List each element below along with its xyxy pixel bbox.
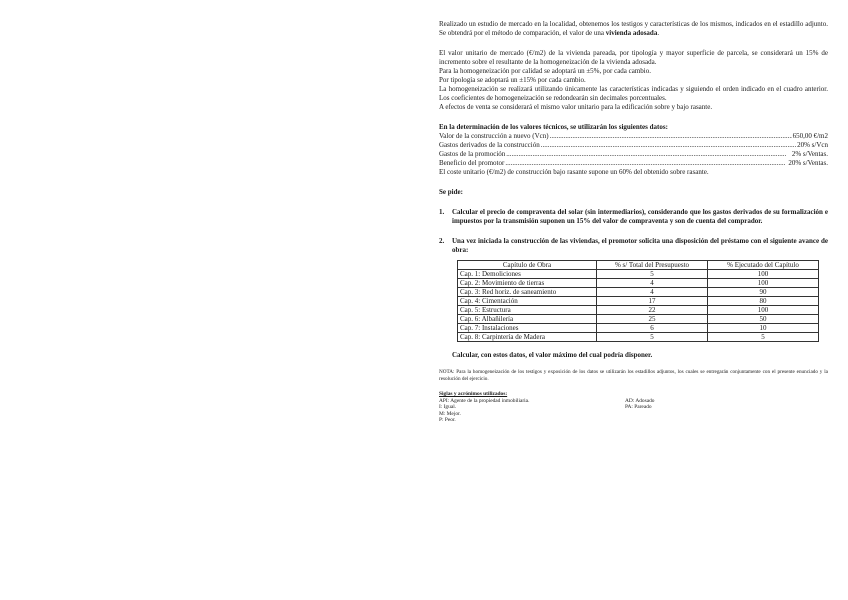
table-cell: Cap. 5: Estructura bbox=[458, 306, 597, 315]
technical-item-value: 20% s/Ventas. bbox=[788, 159, 828, 167]
intro-bold: vivienda adosada bbox=[605, 29, 658, 37]
table-cell: Cap. 2: Movimiento de tierras bbox=[458, 279, 597, 288]
table-cell: 100 bbox=[708, 306, 819, 315]
rule-paragraph: Para la homogeneización por calidad se adoptará un ±5%, por cada cambio. bbox=[439, 67, 652, 75]
table-row bbox=[458, 279, 819, 288]
nota: NOTA: Para la homogeneización de los testigos y exposición de los datos se utilizarán los estadillos adjuntos, los cuales se entregarán conjuntamente con el presente enunciado y la resolución del ejercicio. bbox=[439, 369, 828, 382]
table-cell: 4 bbox=[597, 279, 708, 288]
technical-item bbox=[439, 159, 828, 168]
technical-item-label: Gastos derivados de la construcción bbox=[439, 141, 540, 149]
table-cell: 100 bbox=[708, 279, 819, 288]
document-page bbox=[439, 20, 828, 424]
table-cell: 5 bbox=[597, 333, 708, 342]
technical-heading: En la determinación de los valores técnicos, se utilizarán los siguientes datos: bbox=[439, 123, 668, 131]
table-cell: Cap. 8: Carpintería de Madera bbox=[458, 333, 597, 342]
intro-text: Realizado un estudio de mercado en la localidad, obtenemos los testigos y características de los mismos, indicados en el estadillo adjunto. Se obtendrá por el método de comparación, el valor de una bbox=[439, 20, 828, 37]
table-cell: Cap. 7: Instalaciones bbox=[458, 324, 597, 333]
progress-table bbox=[457, 260, 819, 342]
acronym-item: M: Mejor. bbox=[439, 410, 461, 417]
rule-paragraph: El valor unitario de mercado (€/m2) de la vivienda pareada, por tipología y mayor superficie de parcela, se considerará un 15% de incremento sobre el resultante de la homogeneización de la vivienda adosada. bbox=[439, 49, 828, 66]
technical-item-label: Gastos de la promoción bbox=[439, 150, 506, 158]
technical-item bbox=[439, 132, 828, 141]
acronym-item: PA: Pareado bbox=[625, 404, 652, 410]
question-text: Una vez iniciada la construcción de las viviendas, el promotor solicita una disposición del préstamo con el siguiente avance de obra: bbox=[452, 237, 828, 254]
table-row bbox=[458, 324, 819, 333]
table-header: % s/ Total del Presupuesto bbox=[597, 261, 708, 270]
table-header: % Ejecutado del Capítulo bbox=[708, 261, 819, 270]
table-cell: Cap. 6: Albañilería bbox=[458, 315, 597, 324]
acronyms-heading: Siglas y acrónimos utilizados: bbox=[439, 391, 508, 397]
intro-paragraph bbox=[439, 20, 828, 38]
rule-paragraph: A efectos de venta se considerará el mismo valor unitario para la edificación sobre y bajo rasante. bbox=[439, 103, 713, 111]
question-1 bbox=[439, 208, 828, 226]
table-header: Capítulo de Obra bbox=[458, 261, 597, 270]
technical-item-value: 2% s/Ventas. bbox=[791, 150, 828, 158]
table-cell: 5 bbox=[708, 333, 819, 342]
rule-paragraph: La homogeneización se realizará utilizando únicamente las características indicadas y siguiendo el orden indicado en el cuadro anterior. Los coeficientes de homogeneización se redondearán sin decimales porcentuales. bbox=[439, 85, 828, 102]
se-pide-heading: Se pide: bbox=[439, 188, 463, 196]
table-cell: 17 bbox=[597, 297, 708, 306]
question-text: Calcular el precio de compraventa del solar (sin intermediarios), considerando que los gastos derivados de su formalización e impuestos por la transmisión suponen un 15% del valor de compraventa y son de cuenta del comprador. bbox=[452, 208, 828, 225]
acronym-item: P: Peor. bbox=[439, 417, 456, 423]
technical-item-label: Beneficio del promotor bbox=[439, 159, 505, 167]
table-row bbox=[458, 333, 819, 342]
table-cell: 25 bbox=[597, 315, 708, 324]
technical-item bbox=[439, 150, 828, 159]
table-cell: 80 bbox=[708, 297, 819, 306]
acronym-item: API: Agente de la propiedad inmobiliaria. bbox=[439, 397, 530, 404]
table-header-row bbox=[458, 261, 819, 270]
intro-end: . bbox=[657, 29, 660, 37]
table-cell: Cap. 1: Demoliciones bbox=[458, 270, 597, 279]
cost-note: El coste unitario (€/m2) de construcción bajo rasante supone un 60% del obtenido sobre rasante. bbox=[439, 168, 709, 176]
table-cell: 50 bbox=[708, 315, 819, 324]
acronyms-left bbox=[439, 398, 625, 424]
question-2 bbox=[439, 237, 828, 255]
table-row bbox=[458, 315, 819, 324]
table-row bbox=[458, 270, 819, 279]
acronym-item: I: Igual. bbox=[439, 404, 457, 410]
table-cell: 6 bbox=[597, 324, 708, 333]
table-cell: Cap. 3: Red horiz. de saneamiento bbox=[458, 288, 597, 297]
acronym-item: AD: Adosado bbox=[625, 397, 655, 404]
table-cell: 10 bbox=[708, 324, 819, 333]
question-number: 1. bbox=[439, 208, 445, 216]
acronyms-right bbox=[625, 398, 655, 424]
technical-item-value: 20% s/Vcn bbox=[797, 141, 828, 149]
table-cell: 4 bbox=[597, 288, 708, 297]
table-cell: Cap. 4: Cimentación bbox=[458, 297, 597, 306]
calc-note: Calcular, con estos datos, el valor máximo del cual podría disponer. bbox=[452, 351, 653, 359]
table-row bbox=[458, 306, 819, 315]
technical-item-value: 650,00 €/m2 bbox=[792, 132, 828, 140]
table-cell: 90 bbox=[708, 288, 819, 297]
table-row bbox=[458, 288, 819, 297]
acronyms-list bbox=[439, 398, 828, 424]
table-row bbox=[458, 297, 819, 306]
technical-item bbox=[439, 141, 828, 150]
technical-item-label: Valor de la construcción a nuevo (Vcn) bbox=[439, 132, 549, 140]
rule-paragraph: Por tipología se adoptará un ±15% por cada cambio. bbox=[439, 76, 586, 84]
table-cell: 100 bbox=[708, 270, 819, 279]
question-number: 2. bbox=[439, 237, 445, 245]
table-cell: 22 bbox=[597, 306, 708, 315]
table-cell: 5 bbox=[597, 270, 708, 279]
